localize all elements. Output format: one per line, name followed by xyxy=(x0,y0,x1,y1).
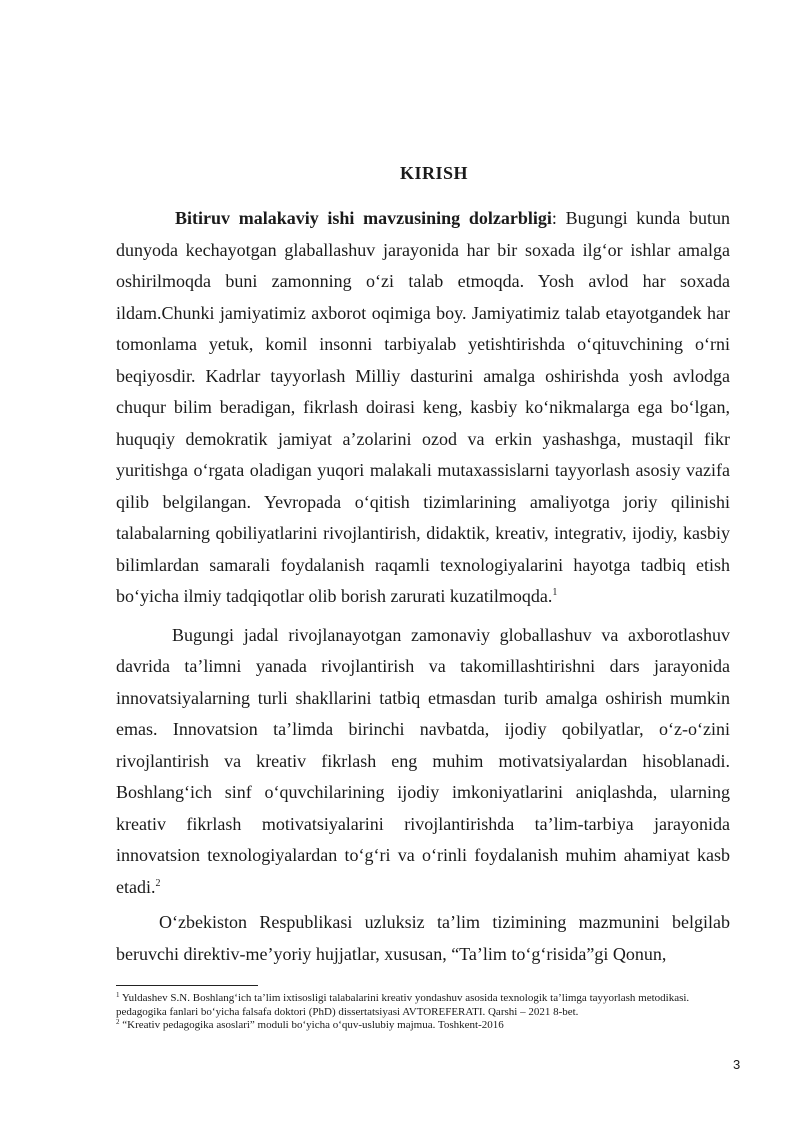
paragraph-text: O‘zbekiston Respublikasi uzluksiz ta’lim tizimining mazmunini belgilab beruvchi direktiv-me’yoriy hujjatlar, xususan, “Ta’lim to‘g‘risida”gi Qonun, xyxy=(116,912,730,964)
section-heading: KIRISH xyxy=(399,163,469,183)
footnote-text: “Kreativ pedagogika asoslari” moduli bo‘yicha o‘quv-uslubiy majmua. Toshkent-2016 xyxy=(122,1019,504,1031)
paragraph-text: Bugungi jadal rivojlanayotgan zamonaviy globallashuv va axborotlashuv davrida ta’limni yanada rivojlantirish va takomillashtirishni dars jarayonida innovatsiyalarning turli shakllarini tatbiq etmasdan turib amalga oshirish mumkin emas. Innovatsion ta’limda birinchi navbatda, ijodiy qobilyatlar, o‘z-o‘zini rivojlantirish va kreativ fikrlash eng muhim motivatsiyalardan hisoblanadi. Boshlang‘ich sinf o‘quvchilarining ijodiy imkoniyatlarini aniqlashda, ularning kreativ fikrlash motivatsiyalarini rivojlantirishda ta’lim-tarbiya jarayonida innovatsion texnologiyalardan to‘g‘ri va o‘rinli foydalanish muhim ahamiyat kasb etadi. xyxy=(116,624,730,897)
footnote-divider xyxy=(116,985,258,986)
paragraph-globalization xyxy=(116,620,730,904)
paragraph-lead: Bitiruv malakaviy ishi mavzusining dolzarbligi xyxy=(175,208,552,228)
footnote-ref-1[interactable]: 1 xyxy=(552,587,558,598)
footnote-2 xyxy=(116,1019,730,1033)
footnote-ref-2[interactable]: 2 xyxy=(155,877,161,889)
footnotes xyxy=(116,992,730,1033)
paragraph-republic xyxy=(116,907,730,970)
page-number: 3 xyxy=(733,1057,741,1072)
footnote-text: Yuldashev S.N. Boshlang‘ich ta’lim ixtisosligi talabalarini kreativ yondashuv asosida texnologik ta’limga tayyorlash metodikasi. pedagogika fanlari bo‘yicha falsafa doktori (PhD) dissertatsiyasi AVTOREFERATI. Qarshi – 2021 8-bet. xyxy=(116,992,690,1018)
paragraph-relevance xyxy=(116,203,730,613)
paragraph-text: : Bugungi kunda butun dunyoda kechayotgan glaballashuv jarayonida har bir soxada ilg‘or ishlar amalga oshirilmoqda buni zamonning o‘zi talab etmoqda. Yosh avlod har soxada ildam.Chunki jamiyatimiz axborot oqimiga boy. Jamiyatimiz talab etayotgandek har tomonlama yetuk, komil insonni tarbiyalab yetishtirishda o‘qituvchining o‘rni beqiyosdir. Kadrlar tayyorlash Milliy dasturini amalga oshirishda yosh avlodga chuqur bilim beradigan, fikrlash doirasi keng, kasbiy ko‘nikmalarga ega bo‘lgan, huquqiy demokratik jamiyat a’zolarini ozod va erkin yashashga, mustaqil fikr yuritishga o‘rgata oladigan yuqori malakali mutaxassislarni tayyorlash asosiy vazifa qilib belgilangan. Yevropada o‘qitish tizimlarining amaliyotga joriy qilinishi talabalarning qobiliyatlarini rivojlantirish, didaktik, kreativ, integrativ, ijodiy, kasbiy bilimlardan samarali foydalanish raqamli texnologiyalarini hayotga tadbiq etish bo‘yicha ilmiy tadqiqotlar olib borish zarurati kuzatilmoqda. xyxy=(116,208,730,606)
footnote-1 xyxy=(116,992,730,1019)
main-text xyxy=(116,203,730,970)
footnote-number: 2 xyxy=(116,1018,120,1026)
footnote-number: 1 xyxy=(116,991,120,999)
